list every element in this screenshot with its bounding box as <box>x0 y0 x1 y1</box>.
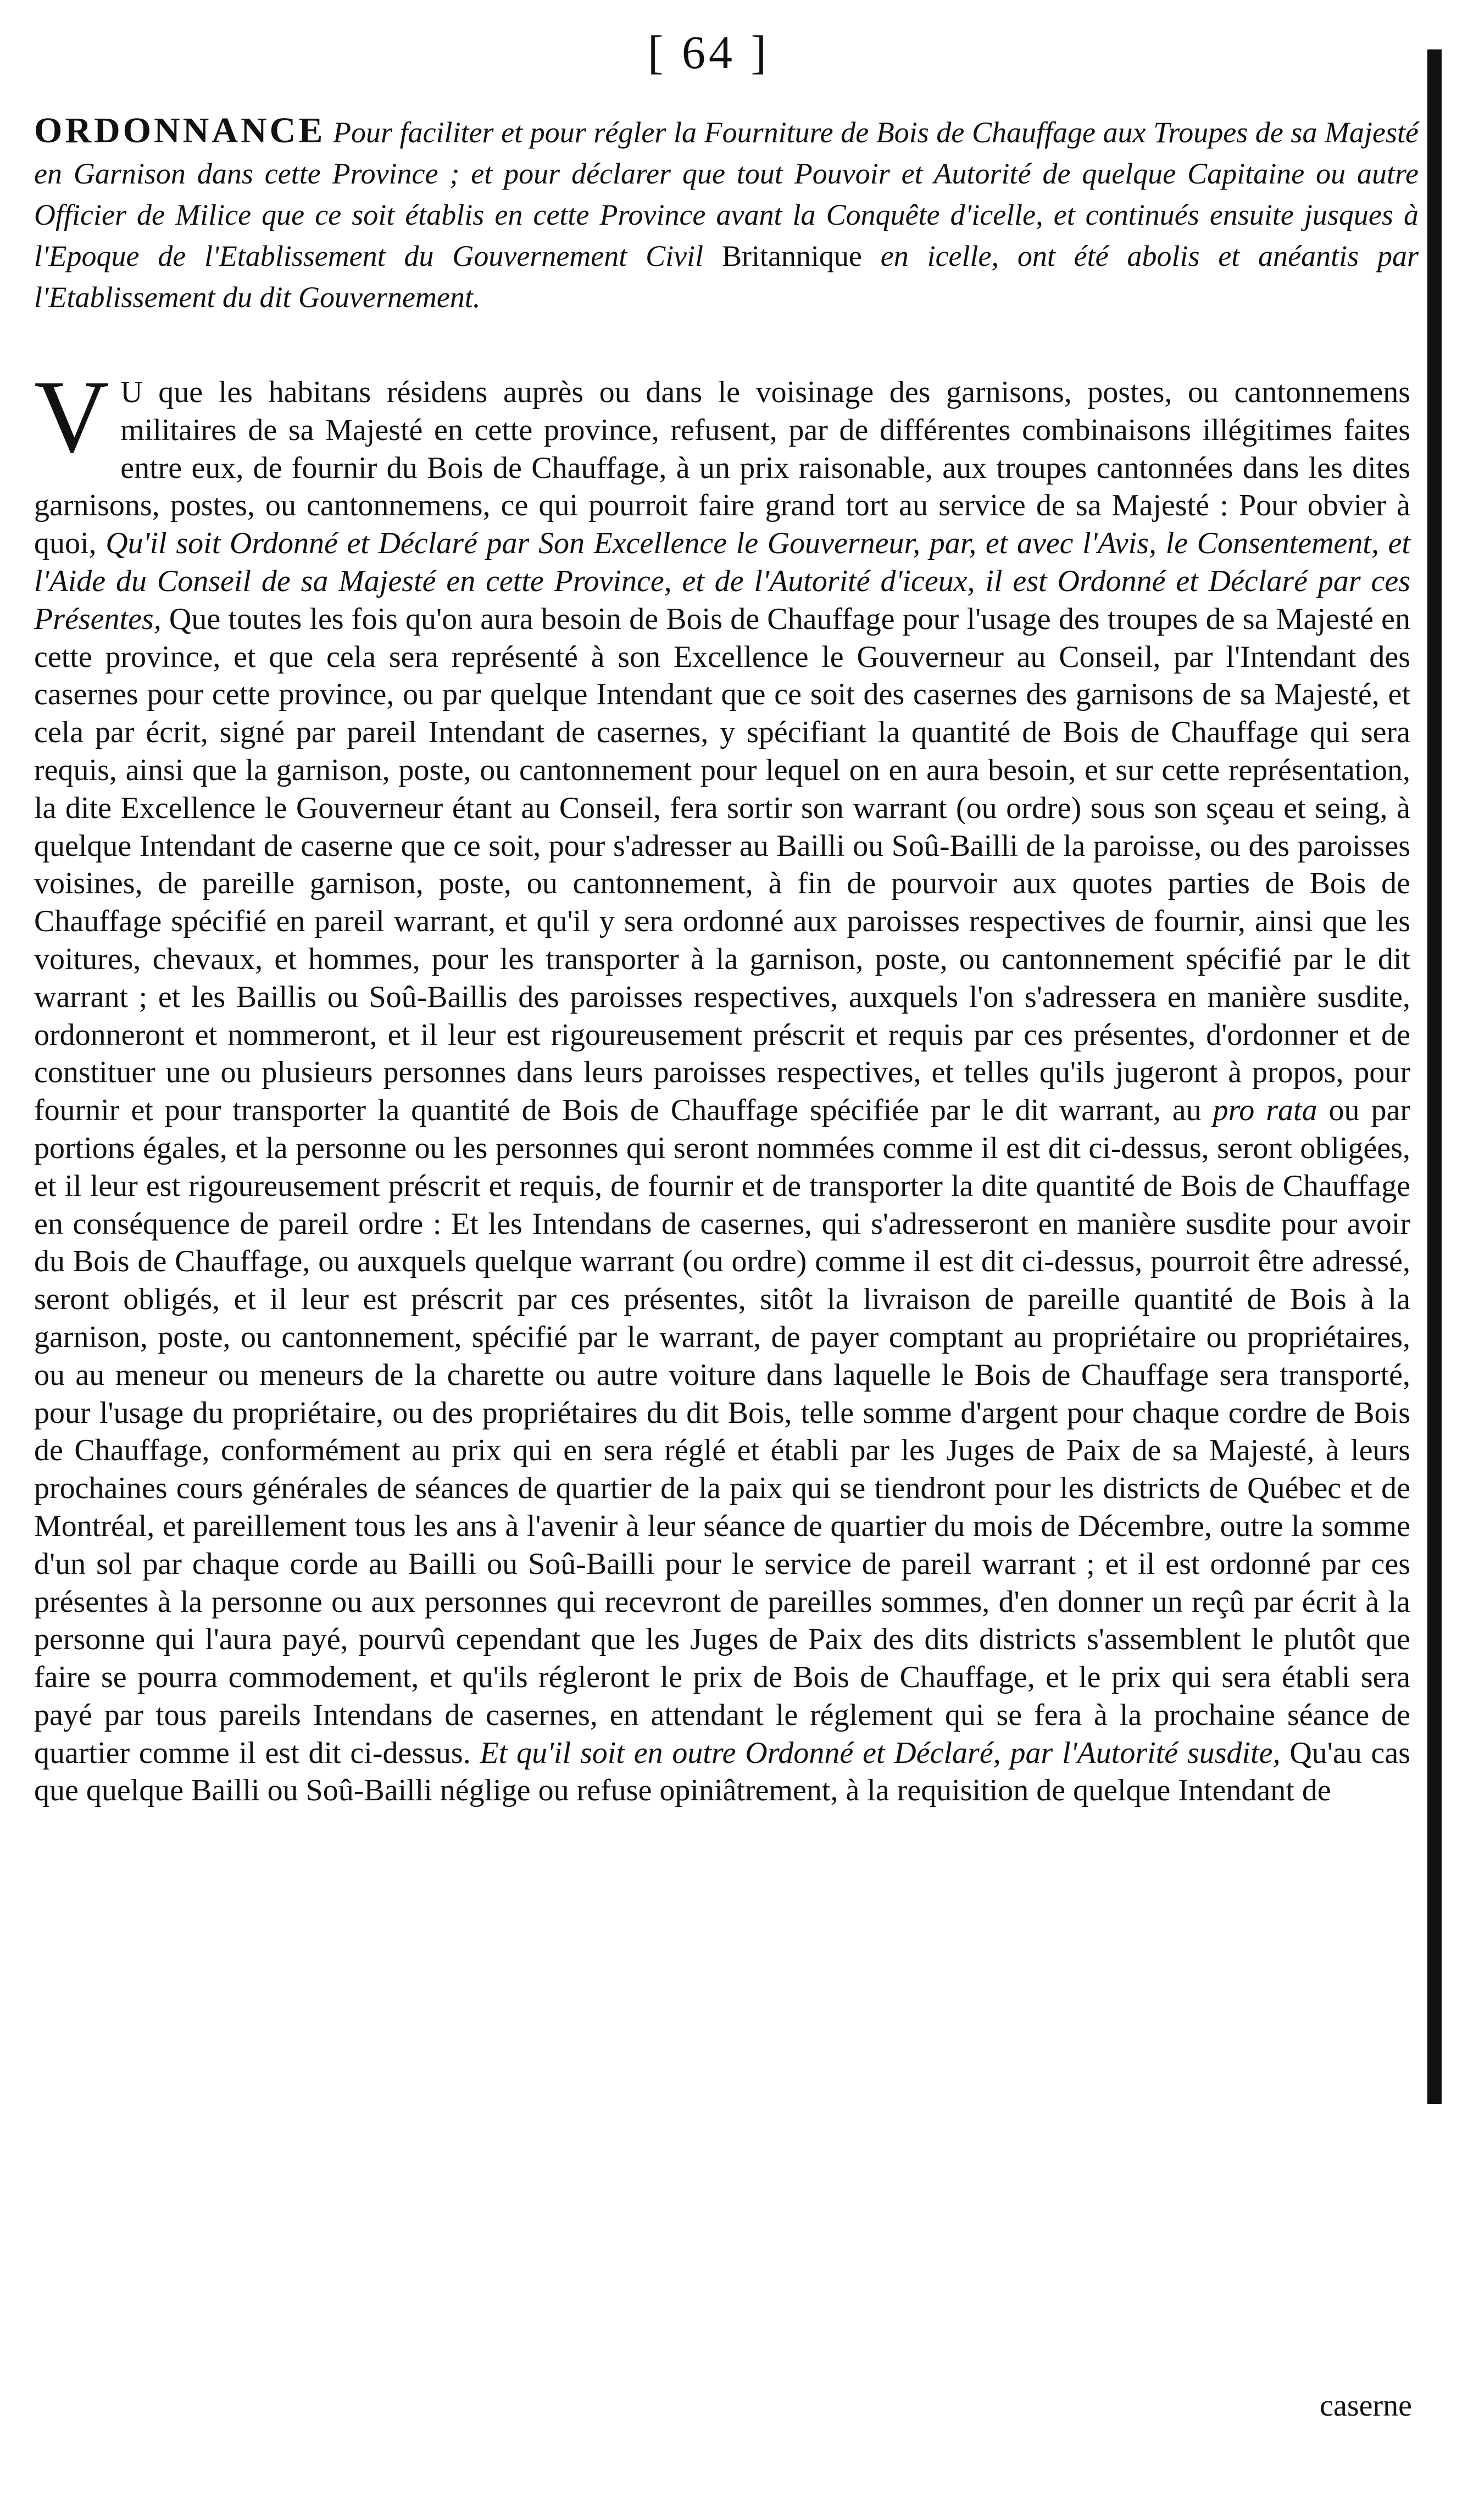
page-number: [ 64 ] <box>647 26 770 79</box>
title-roman-part: Britannique <box>721 240 862 272</box>
body-italic-2: pro rata <box>1213 1093 1317 1128</box>
drop-cap: V <box>34 359 110 475</box>
body-italic-3: Et qu'il soit en outre Ordonné et Déclaré, par l'Autorité susdite, <box>480 1735 1281 1770</box>
margin-rule <box>1427 49 1442 2104</box>
body-italic-1: Qu'il soit Ordonné et Déclaré par Son Excellence le Gouverneur, par, et avec l'Avis, le Consentement, et l'Aide du Conseil de sa Majesté en cette Province, et de l'Autorité d'iceux, il est Ordonné et Déclaré par ces Présentes, <box>34 526 1410 636</box>
body-text-4: Qu'au cas que quelque Bailli ou Soû-Bailli néglige ou refuse opiniâtrement, à la requisition de quelque Intendant de <box>34 1735 1411 1808</box>
body-text-1: U que les habitans résidens auprès ou dans le voisinage des garnisons, postes, ou cantonnemens militaires de sa Majesté en cette province, refusent, par de différentes combinaisons illégitimes faites entre eux, de fournir du Bois de Chauffage, à un prix raisonable, aux troupes cantonnées dans les dites garnisons, postes, ou cantonnemens, ce qui pourroit faire grand tort au service de sa Majesté : Pour obvier à quoi, <box>34 375 1410 561</box>
catchword: caserne <box>1320 2389 1412 2423</box>
title-italic-part-2: en icelle, ont été abolis et anéantis par l'Etablissement du dit Gouvernement. <box>34 240 1419 314</box>
title-italic-part-1: Pour faciliter et pour régler la Fourniture de Bois de Chauffage aux Troupes de sa Majesté en Garnison dans cette Province ; et pour déclarer que tout Pouvoir et Autorité de quelque Capitaine ou autre Officier de Milice que ce soit établis en cette Province avant la Conquête d'icelle, et continués ensuite jusques à l'Epoque de l'Etablissement du Gouvernement Civil <box>34 116 1419 272</box>
body-text-2: Que toutes les fois qu'on aura besoin de Bois de Chauffage pour l'usage des troupes de sa Majesté en cette province, et que cela sera représenté à son Excellence le Gouverneur au Conseil, par l'Intendant des casernes pour cette province, ou par quelque Intendant que ce soit des casernes des garnisons de sa Majesté, et cela par écrit, signé par pareil Intendant de casernes, y spécifiant la quantité de Bois de Chauffage qui sera requis, ainsi que la garnison, poste, ou cantonnement pour lequel on en aura besoin, et sur cette représentation, la dite Excellence le Gouverneur étant au Conseil, fera sortir son warrant (ou ordre) sous son sçeau et seing, à quelque Intendant de caserne que ce soit, pour s'adresser au Bailli ou Soû-Bailli de la paroisse, ou des paroisses voisines, de pareille garnison, poste, ou cantonnement, à fin de pourvoir aux quotes parties de Bois de Chauffage spécifié en pareil warrant, et qu'il y sera ordonné aux paroisses respectives de fournir, ainsi que les voitures, chevaux, et hommes, pour les transporter à la garnison, poste, ou cantonnement spécifié par le dit warrant ; et les Baillis ou Soû-Baillis des paroisses respectives, auxquels l'on s'adressera en manière susdite, ordonneront et nommeront, et il leur est rigoureusement préscrit et requis par ces présentes, d'ordonner et de constituer une ou plusieurs personnes dans leurs paroisses respectives, et telles qu'ils jugeront à propos, pour fournir et pour transporter la quantité de Bois de Chauffage spécifiée par le dit warrant, au <box>34 602 1410 1128</box>
body-text-3: ou par portions égales, et la personne ou les personnes qui seront nommées comme il est dit ci-dessus, seront obligées, et il leur est rigoureusement préscrit et requis, de fournir et de transporter la dite quantité de Bois de Chauffage en conséquence de pareil ordre : Et les Intendans de casernes, qui s'adresseront en manière susdite pour avoir du Bois de Chauffage, ou auxquels quelque warrant (ou ordre) comme il est dit ci-dessus, pourroit être adressé, seront obligés, et il leur est préscrit par ces présentes, sitôt la livraison de pareille quantité de Bois à la garnison, poste, ou cantonnement, spécifié par le warrant, de payer comptant au propriétaire ou propriétaires, ou au meneur ou meneurs de la charette ou autre voiture dans laquelle le Bois de Chauffage sera transporté, pour l'usage du propriétaire, ou des propriétaires du dit Bois, telle somme d'argent pour chaque cordre de Bois de Chauffage, conformément au prix qui en sera réglé et établi par les Juges de Paix de sa Majesté, à leurs prochaines cours générales de séances de quartier de la paix qui se tiendront pour les districts de Québec et de Montréal, et pareillement tous les ans à l'avenir à leur séance de quartier du mois de Décembre, outre la somme d'un sol par chaque corde au Bailli ou Soû-Bailli pour le service de pareil warrant ; et il est ordonné par ces présentes à la personne ou aux personnes qui recevront de pareilles sommes, d'en donner un reçû par écrit à la personne qui l'aura payé, pourvû cependant que les Juges de Paix des dits districts s'assemblent le plutôt que faire se pourra commodement, et qu'ils régleront le prix de Bois de Chauffage, et le prix qui sera établi sera payé par tous pareils Intendans de casernes, en attendant le réglement qui se fera à la prochaine séance de quartier comme il est dit ci-dessus. <box>34 1093 1410 1770</box>
ordinance-title <box>34 110 1419 318</box>
ordinance-body <box>34 359 1411 1810</box>
title-heading: ORDONNANCE <box>34 110 326 151</box>
